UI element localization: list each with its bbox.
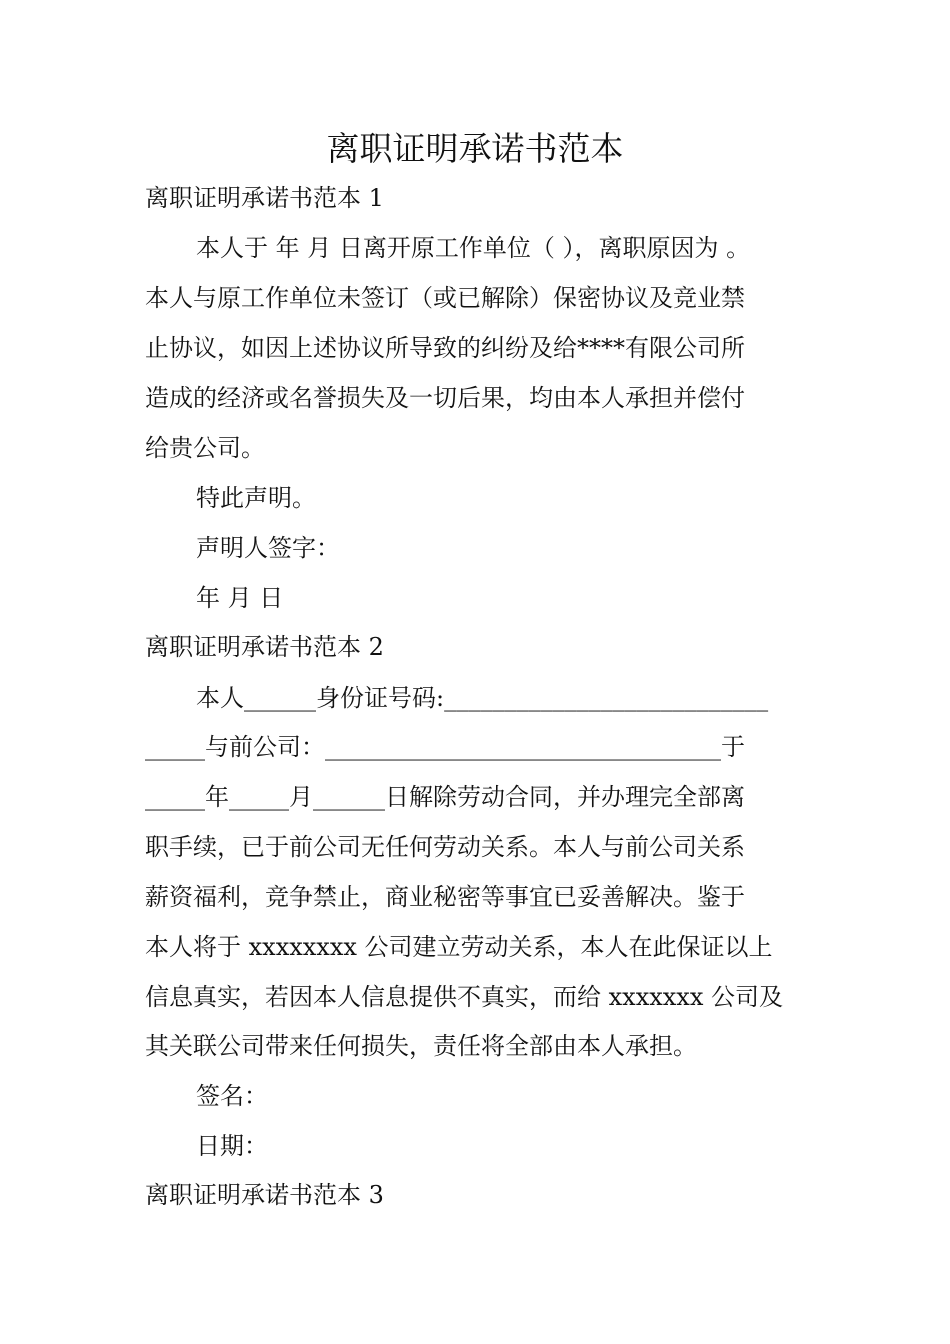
section-2-body-line: 信息真实，若因本人信息提供不真实，而给 xxxxxxx 公司及 <box>145 983 784 1011</box>
section-2-body-line: 其关联公司带来任何损失，责任将全部由本人承担。 <box>145 1032 697 1060</box>
section-1-statement: 特此声明。 <box>196 484 316 512</box>
section-2-signature-label: 签名： <box>196 1082 268 1110</box>
section-2-heading: 离职证明承诺书范本 2 <box>145 633 384 661</box>
section-1-date-line: 年 月 日 <box>196 584 284 612</box>
section-2-body-line: 职手续，已于前公司无任何劳动关系。本人与前公司关系 <box>145 833 745 861</box>
section-3-heading: 离职证明承诺书范本 3 <box>145 1181 384 1209</box>
section-2-body-line: 本人将于 xxxxxxxx 公司建立劳动关系，本人在此保证以上 <box>145 933 773 961</box>
section-1-heading: 离职证明承诺书范本 1 <box>145 184 384 212</box>
section-1-body-line: 造成的经济或名誉损失及一切后果，均由本人承担并偿付 <box>145 384 745 412</box>
document-title: 离职证明承诺书范本 <box>326 129 624 168</box>
section-2-body-line: 本人______身份证号码:___________________________ <box>196 684 769 712</box>
section-2-date-label: 日期： <box>196 1132 268 1160</box>
section-2-body-line: 薪资福利，竞争禁止，商业秘密等事宜已妥善解决。鉴于 <box>145 883 745 911</box>
section-2-body-line: _____年_____月______日解除劳动合同，并办理完全部离 <box>145 783 745 811</box>
section-1-body-line: 本人于 年 月 日离开原工作单位（ ），离职原因为 。 <box>196 234 751 262</box>
section-2-body-line: _____与前公司：_________________________________于 <box>145 733 745 761</box>
section-1-body-line: 给贵公司。 <box>145 434 265 462</box>
section-1-body-line: 止协议，如因上述协议所导致的纠纷及给****有限公司所 <box>145 334 745 362</box>
section-1-signature-label: 声明人签字： <box>196 534 340 562</box>
section-1-body-line: 本人与原工作单位未签订（或已解除）保密协议及竞业禁 <box>145 284 745 312</box>
